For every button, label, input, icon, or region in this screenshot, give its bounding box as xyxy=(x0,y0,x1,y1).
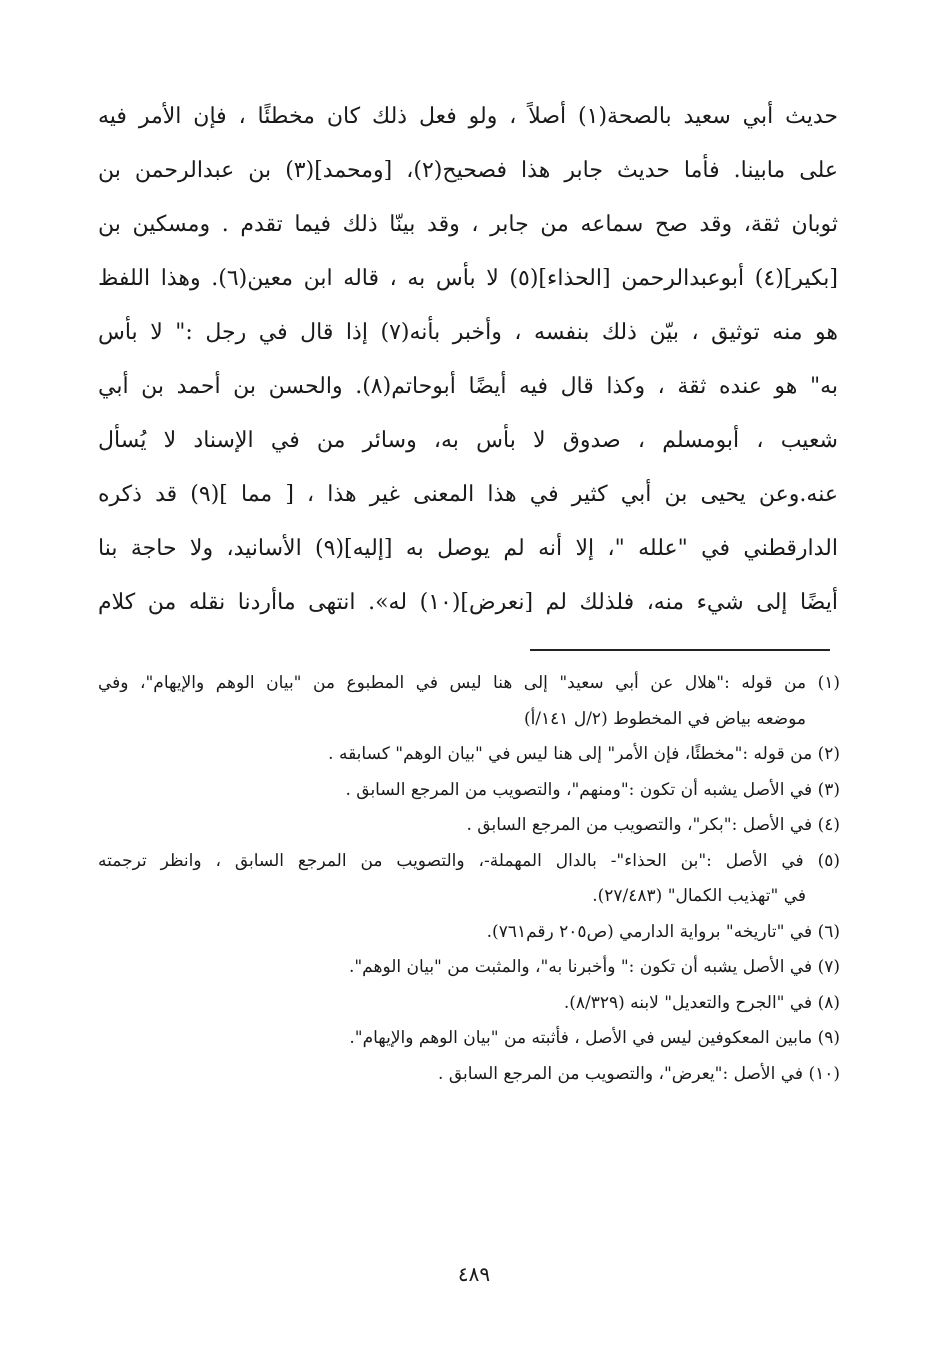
footnote-line: (٦) في "تاريخه" برواية الدارمي (ص٢٠٥ رقم٧٦١). xyxy=(486,921,840,942)
text-line: حديث أبي سعيد بالصحة(١) أصلاً ، ولو فعل ذلك كان مخطئًا ، فإن الأمر فيه xyxy=(98,104,838,129)
footnote-line: (٧) في الأصل يشبه أن تكون :" وأخبرنا به"، والمثبت من "بيان الوهم". xyxy=(348,957,840,977)
footnote-line: (٥) في الأصل :"بن الحذاء"- بالدال المهملة-، والتصويب من المرجع السابق ، وانظر ترجمته xyxy=(98,850,840,871)
text-line: شعيب ، أبومسلم ، صدوق لا بأس به، وسائر من في الإسناد لا يُسأل xyxy=(98,428,838,453)
footnote-line: (٨) في "الجرح والتعديل" لابنه (٨/٣٢٩). xyxy=(563,992,840,1013)
text-line: به" هو عنده ثقة ، وكذا قال فيه أيضًا أبوحاتم(٨). والحسن بن أحمد بن أبي xyxy=(98,374,838,399)
text-line: الدارقطني في "علله "، إلا أنه لم يوصل به [إليه](٩) الأسانيد، ولا حاجة بنا xyxy=(98,536,838,561)
footnote-line: (١٠) في الأصل :"يعرض"، والتصويب من المرجع السابق . xyxy=(438,1063,840,1084)
text-line: ثوبان ثقة، وقد صح سماعه من جابر ، وقد بينّا ذلك فيما تقدم . ومسكين بن xyxy=(98,212,838,237)
footnote-line: (٤) في الأصل :"بكر"، والتصويب من المرجع السابق . xyxy=(466,815,840,835)
footnote-line: (٣) في الأصل يشبه أن تكون :"ومنهم"، والتصويب من المرجع السابق . xyxy=(345,779,840,800)
footnotes xyxy=(98,666,840,1092)
footnote-line: موضعه بياض في المخطوط (٢/ل ١٤١/أ) xyxy=(523,708,806,729)
text-line: على مابينا. فأما حديث جابر هذا فصحيح(٢)، [ومحمد](٣) بن عبدالرحمن بن xyxy=(98,158,838,183)
page-number: ٤٨٩ xyxy=(457,1262,491,1286)
footnote-line: (٩) مابين المعكوفين ليس في الأصل ، فأثبته من "بيان الوهم والإيهام". xyxy=(349,1028,840,1048)
footnote-line: (٢) من قوله :"مخطئًا، فإن الأمر" إلى هنا ليس في "بيان الوهم" كسابقه . xyxy=(328,744,840,764)
text-line: هو منه توثيق ، بيّن ذلك بنفسه ، وأخبر بأنه(٧) إذا قال في رجل :" لا بأس xyxy=(98,320,838,345)
footnote-line: في "تهذيب الكمال" (٢٧/٤٨٣). xyxy=(592,886,806,906)
text-line: [بكير](٤) أبوعبدالرحمن [الحذاء](٥) لا بأس به ، قاله ابن معين(٦). وهذا اللفظ xyxy=(98,266,838,291)
text-line: أيضًا إلى شيء منه، فلذلك لم [نعرض](١٠) له». انتهى ماأردنا نقله من كلام xyxy=(98,590,838,615)
main-text xyxy=(98,90,838,630)
footnote-line: (١) من قوله :"هلال عن أبي سعيد" إلى هنا ليس في المطبوع من "بيان الوهم والإيهام"، وفي xyxy=(98,673,840,693)
text-line: عنه.وعن يحيى بن أبي كثير في هذا المعنى غير هذا ، [ مما ](٩) قد ذكره xyxy=(98,482,838,507)
footnote-separator xyxy=(530,649,830,651)
